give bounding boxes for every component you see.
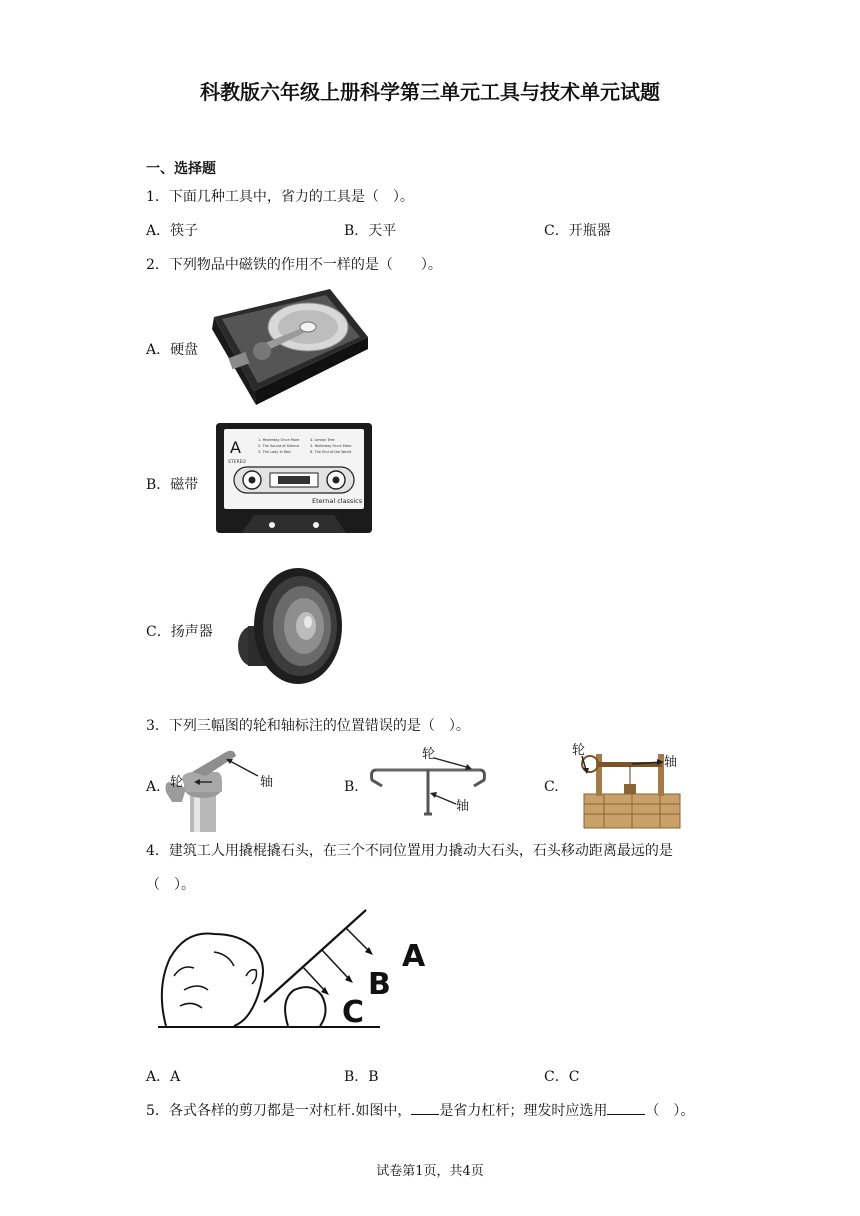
question-5-stem — [146, 1100, 694, 1120]
page-footer: 试卷第1页，共4页 — [376, 1164, 484, 1179]
well-wheel-label: 轮 — [572, 743, 586, 758]
page-title: 科教版六年级上册科学第三单元工具与技术单元试题 — [200, 80, 660, 104]
wrench-axle-label: 轴 — [456, 799, 470, 814]
question-2-option-c: C．扬声器 — [146, 624, 213, 640]
faucet-wheel-label: 轮 — [170, 775, 184, 790]
question-1-option-b: B．天平 — [344, 223, 397, 239]
question-4-option-c: C．C — [544, 1069, 580, 1085]
cassette-tape-image — [212, 421, 376, 535]
cassette-track-4: 4. Lemon Tree — [310, 438, 335, 442]
question-3-option-b: B. — [344, 779, 359, 795]
question-2-option-a: A．硬盘 — [146, 342, 199, 358]
question-4-option-a: A．A — [146, 1069, 181, 1085]
question-3-option-c: C. — [544, 779, 559, 795]
question-4-stem: 4．建筑工人用撬棍撬石头，在三个不同位置用力撬动大石头，石头移动距离最远的是 — [146, 843, 673, 859]
cassette-track-3: 3. The Lady in Red — [258, 450, 291, 454]
question-1-stem: 1．下面几种工具中，省力的工具是（ ）。 — [146, 189, 414, 205]
faucet-image — [162, 742, 298, 832]
figure-label-b: B — [368, 967, 391, 1002]
question-4-stem-continued: （ ）。 — [146, 877, 195, 893]
wrench-wheel-label: 轮 — [422, 747, 436, 762]
wheel-wrench-image — [360, 744, 496, 830]
well-windlass-image — [568, 740, 692, 832]
answer-blank-1[interactable] — [411, 1102, 439, 1115]
hard-disk-image — [208, 285, 372, 409]
figure-label-a: A — [402, 939, 426, 974]
question-3-option-a: A. — [146, 779, 161, 795]
faucet-axle-label: 轴 — [260, 775, 274, 790]
question-4-option-b: B．B — [344, 1069, 379, 1085]
question-3-stem: 3．下列三幅图的轮和轴标注的位置错误的是（ ）。 — [146, 718, 470, 734]
question-2-stem: 2．下列物品中磁铁的作用不一样的是（ ）。 — [146, 257, 442, 273]
question-5-stem-part-3: （ ）。 — [645, 1103, 695, 1119]
question-5-stem-part-1: 5．各式各样的剪刀都是一对杠杆.如图中， — [146, 1103, 412, 1119]
cassette-track-5: 5. Yesterday Once More — [310, 444, 352, 448]
cassette-side-label: A — [230, 438, 241, 457]
well-axle-label: 轴 — [664, 755, 678, 770]
cassette-track-1: 1. Yesterday Once More — [258, 438, 300, 442]
cassette-stereo-label: STEREO — [228, 460, 246, 465]
question-5-stem-part-2: 是省力杠杆；理发时应选用 — [439, 1103, 608, 1119]
question-2-option-b: B．磁带 — [146, 477, 199, 493]
cassette-brand-text: Eternal classics — [312, 497, 363, 505]
question-1-option-a: A．筷子 — [146, 223, 199, 239]
section-heading: 一、选择题 — [146, 161, 216, 177]
crowbar-rock-figure — [154, 904, 444, 1036]
cassette-track-6: 6. The End of the World — [310, 450, 352, 454]
speaker-image — [228, 566, 344, 692]
cassette-track-2: 2. The Sound of Silence — [258, 444, 300, 448]
answer-blank-2[interactable] — [607, 1102, 645, 1115]
question-1-option-c: C．开瓶器 — [544, 223, 611, 239]
figure-label-c: C — [342, 995, 365, 1030]
